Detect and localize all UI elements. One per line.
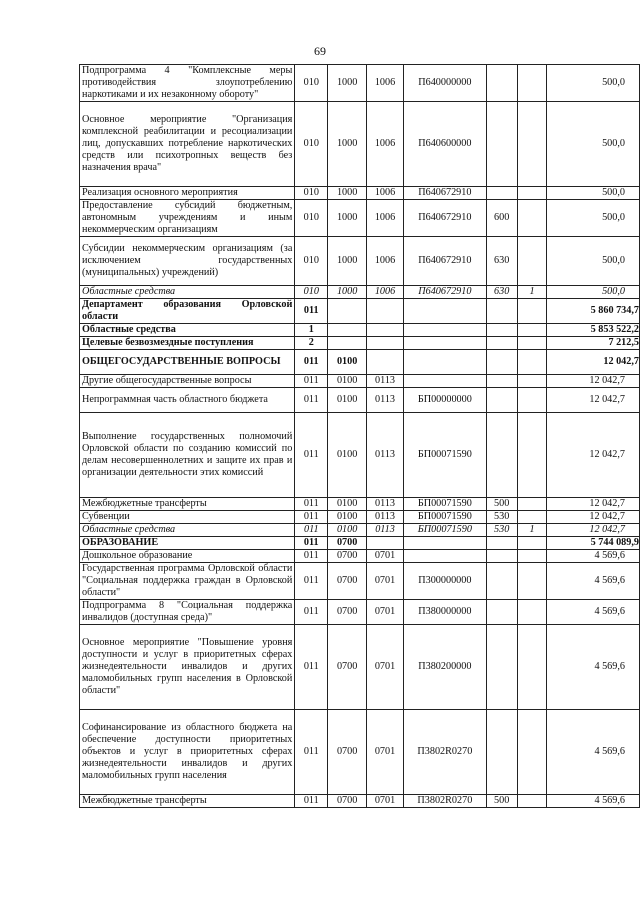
subsection-code-cell: 1006 [367, 200, 404, 237]
row-name-cell: Подпрограмма 8 "Социальная поддержка инвалидов (доступная среда)" [80, 600, 295, 625]
expense-type-cell: 530 [486, 524, 517, 537]
row-name-cell: Непрограммная часть областного бюджета [80, 388, 295, 413]
expense-type-cell [486, 65, 517, 102]
table-row [80, 200, 640, 237]
table-row [80, 237, 640, 286]
subsection-code-cell: 1006 [367, 102, 404, 187]
admin-code-cell: 011 [295, 710, 328, 795]
row-name-cell: Другие общегосударственные вопросы [80, 375, 295, 388]
subsection-code-cell: 0113 [367, 388, 404, 413]
section-code-cell: 1000 [328, 102, 367, 187]
expense-type-cell [486, 375, 517, 388]
expense-type-cell [486, 413, 517, 498]
expense-type-cell [486, 600, 517, 625]
admin-code-cell: 010 [295, 200, 328, 237]
subsection-code-cell: 0113 [367, 375, 404, 388]
source-code-cell [517, 65, 547, 102]
section-code-cell: 0700 [328, 537, 367, 550]
amount-cell: 5 860 734,7 [547, 299, 640, 324]
amount-cell: 4 569,6 [547, 795, 640, 808]
subsection-code-cell: 1006 [367, 286, 404, 299]
subsection-code-cell: 0701 [367, 563, 404, 600]
row-name-cell: Субсидии некоммерческим организациям (за исключением государственных (муниципальных) учреждений) [80, 237, 295, 286]
admin-code-cell: 011 [295, 563, 328, 600]
expense-type-cell: 500 [486, 498, 517, 511]
expense-type-cell [486, 710, 517, 795]
source-code-cell [517, 511, 547, 524]
expense-type-cell [486, 537, 517, 550]
target-article-cell [403, 350, 486, 375]
subsection-code-cell: 0701 [367, 625, 404, 710]
section-code-cell: 1000 [328, 237, 367, 286]
target-article-cell: П380200000 [403, 625, 486, 710]
subsection-code-cell: 0113 [367, 498, 404, 511]
table-row [80, 299, 640, 324]
expense-type-cell: 630 [486, 237, 517, 286]
table-row [80, 375, 640, 388]
row-name-cell: Подпрограмма 4 "Комплексные меры противодействия злоупотреблению наркотиками и их незаконному обороту" [80, 65, 295, 102]
table-row [80, 795, 640, 808]
expense-type-cell [486, 550, 517, 563]
table-row [80, 537, 640, 550]
expense-type-cell [486, 350, 517, 375]
source-code-cell: 1 [517, 286, 547, 299]
table-row [80, 563, 640, 600]
expense-type-cell [486, 187, 517, 200]
target-article-cell: БП00000000 [403, 388, 486, 413]
subsection-code-cell: 0701 [367, 795, 404, 808]
amount-cell: 4 569,6 [547, 563, 640, 600]
subsection-code-cell: 0701 [367, 710, 404, 795]
source-code-cell [517, 299, 547, 324]
table-row [80, 550, 640, 563]
row-name-cell: Реализация основного мероприятия [80, 187, 295, 200]
table-row [80, 337, 640, 350]
table-row [80, 511, 640, 524]
amount-cell: 12 042,7 [547, 498, 640, 511]
amount-cell: 4 569,6 [547, 710, 640, 795]
section-code-cell: 0100 [328, 524, 367, 537]
source-code-cell [517, 550, 547, 563]
expense-type-cell [486, 388, 517, 413]
section-code-cell: 1000 [328, 65, 367, 102]
target-article-cell [403, 537, 486, 550]
target-article-cell [403, 299, 486, 324]
subsection-code-cell [367, 350, 404, 375]
section-code-cell: 0700 [328, 710, 367, 795]
row-name-cell: Департамент образования Орловской области [80, 299, 295, 324]
admin-code-cell: 011 [295, 537, 328, 550]
amount-cell: 12 042,7 [547, 375, 640, 388]
target-article-cell: П640672910 [403, 286, 486, 299]
admin-code-cell: 011 [295, 388, 328, 413]
section-code-cell: 0100 [328, 375, 367, 388]
admin-code-cell: 011 [295, 511, 328, 524]
row-name-cell: Субвенции [80, 511, 295, 524]
subsection-code-cell: 0113 [367, 511, 404, 524]
row-name-cell: Областные средства [80, 286, 295, 299]
budget-table [79, 64, 640, 808]
amount-cell: 4 569,6 [547, 600, 640, 625]
admin-code-cell: 010 [295, 65, 328, 102]
subsection-code-cell: 0701 [367, 550, 404, 563]
target-article-cell [403, 324, 486, 337]
row-name-cell: Предоставление субсидий бюджетным, автономным учреждениям и иным некоммерческим организациям [80, 200, 295, 237]
expense-type-cell [486, 299, 517, 324]
subsection-code-cell [367, 337, 404, 350]
table-row [80, 625, 640, 710]
section-code-cell: 1000 [328, 286, 367, 299]
section-code-cell [328, 299, 367, 324]
expense-type-cell [486, 324, 517, 337]
source-code-cell [517, 187, 547, 200]
table-row [80, 286, 640, 299]
admin-code-cell: 011 [295, 350, 328, 375]
subsection-code-cell: 1006 [367, 65, 404, 102]
admin-code-cell: 011 [295, 299, 328, 324]
table-row [80, 324, 640, 337]
row-name-cell: Областные средства [80, 324, 295, 337]
amount-cell: 500,0 [547, 200, 640, 237]
table-row [80, 600, 640, 625]
admin-code-cell: 011 [295, 550, 328, 563]
expense-type-cell [486, 102, 517, 187]
table-row [80, 710, 640, 795]
section-code-cell: 0100 [328, 498, 367, 511]
section-code-cell: 0700 [328, 563, 367, 600]
amount-cell: 5 744 089,9 [547, 537, 640, 550]
section-code-cell [328, 337, 367, 350]
source-code-cell [517, 413, 547, 498]
subsection-code-cell: 0113 [367, 413, 404, 498]
admin-code-cell: 010 [295, 187, 328, 200]
admin-code-cell: 011 [295, 413, 328, 498]
amount-cell: 500,0 [547, 286, 640, 299]
table-row [80, 498, 640, 511]
target-article-cell: П300000000 [403, 563, 486, 600]
row-name-cell: Основное мероприятие "Организация комплексной реабилитации и ресоциализации лиц, допускавших потребление наркотических средств или психотропных веществ без назначения врача" [80, 102, 295, 187]
section-code-cell: 0100 [328, 413, 367, 498]
admin-code-cell: 2 [295, 337, 328, 350]
amount-cell: 500,0 [547, 237, 640, 286]
amount-cell: 4 569,6 [547, 550, 640, 563]
target-article-cell: П3802R0270 [403, 795, 486, 808]
source-code-cell [517, 337, 547, 350]
row-name-cell: Межбюджетные трансферты [80, 498, 295, 511]
subsection-code-cell [367, 299, 404, 324]
source-code-cell [517, 237, 547, 286]
section-code-cell: 0100 [328, 350, 367, 375]
target-article-cell [403, 375, 486, 388]
target-article-cell: БП00071590 [403, 524, 486, 537]
amount-cell: 12 042,7 [547, 524, 640, 537]
table-row [80, 102, 640, 187]
target-article-cell: П640672910 [403, 200, 486, 237]
section-code-cell: 0700 [328, 600, 367, 625]
amount-cell: 500,0 [547, 187, 640, 200]
target-article-cell: БП00071590 [403, 498, 486, 511]
row-name-cell: Межбюджетные трансферты [80, 795, 295, 808]
target-article-cell: П640600000 [403, 102, 486, 187]
budget-table-body [80, 65, 640, 808]
source-code-cell [517, 563, 547, 600]
source-code-cell [517, 350, 547, 375]
amount-cell: 5 853 522,2 [547, 324, 640, 337]
table-row [80, 388, 640, 413]
amount-cell: 500,0 [547, 102, 640, 187]
expense-type-cell: 600 [486, 200, 517, 237]
expense-type-cell [486, 563, 517, 600]
subsection-code-cell [367, 324, 404, 337]
section-code-cell: 0700 [328, 795, 367, 808]
source-code-cell [517, 388, 547, 413]
table-row [80, 413, 640, 498]
admin-code-cell: 011 [295, 625, 328, 710]
table-row [80, 65, 640, 102]
admin-code-cell: 010 [295, 102, 328, 187]
amount-cell: 4 569,6 [547, 625, 640, 710]
source-code-cell [517, 102, 547, 187]
expense-type-cell: 500 [486, 795, 517, 808]
table-row [80, 187, 640, 200]
row-name-cell: ОБЩЕГОСУДАРСТВЕННЫЕ ВОПРОСЫ [80, 350, 295, 375]
source-code-cell [517, 795, 547, 808]
admin-code-cell: 1 [295, 324, 328, 337]
section-code-cell: 0100 [328, 388, 367, 413]
admin-code-cell: 011 [295, 498, 328, 511]
source-code-cell [517, 710, 547, 795]
admin-code-cell: 011 [295, 375, 328, 388]
section-code-cell: 1000 [328, 200, 367, 237]
source-code-cell [517, 537, 547, 550]
admin-code-cell: 011 [295, 600, 328, 625]
section-code-cell: 1000 [328, 187, 367, 200]
expense-type-cell [486, 337, 517, 350]
admin-code-cell: 010 [295, 237, 328, 286]
admin-code-cell: 011 [295, 524, 328, 537]
target-article-cell [403, 337, 486, 350]
table-row [80, 350, 640, 375]
row-name-cell: Основное мероприятие "Повышение уровня доступности и услуг в приоритетных сферах жизнедеятельности инвалидов и других маломобильных групп населения в Орловской области" [80, 625, 295, 710]
amount-cell: 500,0 [547, 65, 640, 102]
subsection-code-cell: 0701 [367, 600, 404, 625]
subsection-code-cell: 0113 [367, 524, 404, 537]
amount-cell: 7 212,5 [547, 337, 640, 350]
source-code-cell [517, 600, 547, 625]
subsection-code-cell: 1006 [367, 187, 404, 200]
subsection-code-cell [367, 537, 404, 550]
amount-cell: 12 042,7 [547, 511, 640, 524]
target-article-cell: П640672910 [403, 237, 486, 286]
admin-code-cell: 011 [295, 795, 328, 808]
amount-cell: 12 042,7 [547, 350, 640, 375]
row-name-cell: Государственная программа Орловской области "Социальная поддержка граждан в Орловской области" [80, 563, 295, 600]
row-name-cell: Дошкольное образование [80, 550, 295, 563]
row-name-cell: Софинансирование из областного бюджета на обеспечение доступности приоритетных объектов и услуг в приоритетных сферах жизнедеятельности инвалидов и других маломобильных групп населения [80, 710, 295, 795]
section-code-cell [328, 324, 367, 337]
source-code-cell [517, 324, 547, 337]
target-article-cell: П640000000 [403, 65, 486, 102]
expense-type-cell: 630 [486, 286, 517, 299]
row-name-cell: Областные средства [80, 524, 295, 537]
section-code-cell: 0700 [328, 625, 367, 710]
subsection-code-cell: 1006 [367, 237, 404, 286]
admin-code-cell: 010 [295, 286, 328, 299]
expense-type-cell: 530 [486, 511, 517, 524]
target-article-cell [403, 550, 486, 563]
section-code-cell: 0700 [328, 550, 367, 563]
amount-cell: 12 042,7 [547, 413, 640, 498]
source-code-cell [517, 625, 547, 710]
expense-type-cell [486, 625, 517, 710]
row-name-cell: ОБРАЗОВАНИЕ [80, 537, 295, 550]
row-name-cell: Выполнение государственных полномочий Орловской области по созданию комиссий по делам несовершеннолетних и защите их прав и организации деятельности этих комиссий [80, 413, 295, 498]
table-row [80, 524, 640, 537]
source-code-cell [517, 375, 547, 388]
source-code-cell [517, 200, 547, 237]
source-code-cell: 1 [517, 524, 547, 537]
page-number: 69 [314, 44, 326, 58]
target-article-cell: П380000000 [403, 600, 486, 625]
target-article-cell: П3802R0270 [403, 710, 486, 795]
row-name-cell: Целевые безвозмездные поступления [80, 337, 295, 350]
target-article-cell: П640672910 [403, 187, 486, 200]
source-code-cell [517, 498, 547, 511]
target-article-cell: БП00071590 [403, 413, 486, 498]
section-code-cell: 0100 [328, 511, 367, 524]
amount-cell: 12 042,7 [547, 388, 640, 413]
target-article-cell: БП00071590 [403, 511, 486, 524]
